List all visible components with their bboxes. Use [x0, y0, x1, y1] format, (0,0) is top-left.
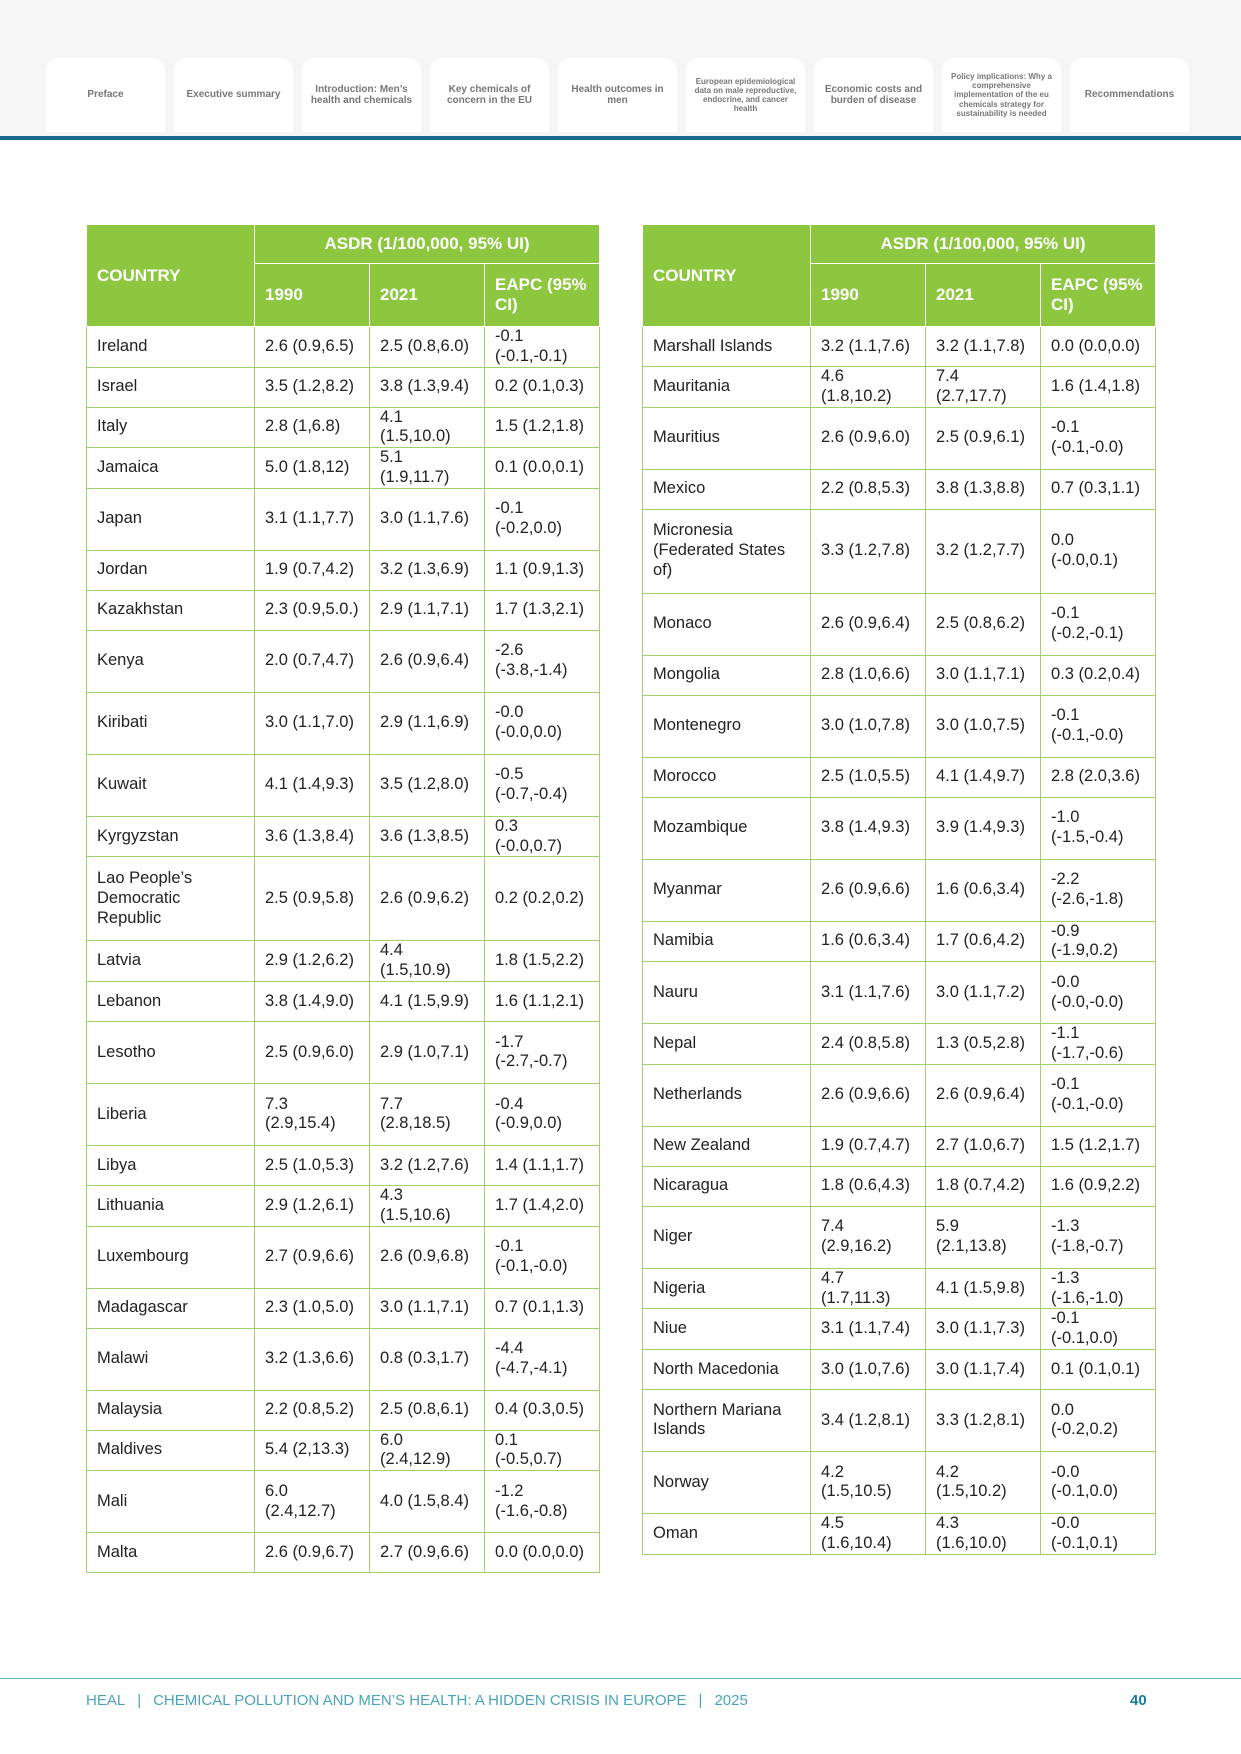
asdr-2021-cell: 7.4 (2.7,17.7) — [926, 367, 1041, 408]
table-row — [643, 1451, 1156, 1513]
table-row — [643, 1166, 1156, 1206]
asdr-header: ASDR (1/100,000, 95% UI) — [255, 225, 600, 264]
asdr-1990-cell: 3.8 (1.4,9.0) — [255, 981, 370, 1021]
country-cell: Nauru — [643, 962, 811, 1024]
country-cell: Japan — [87, 488, 255, 550]
asdr-2021-cell: 2.6 (0.9,6.2) — [370, 857, 485, 941]
eapc-header: EAPC (95% CI) — [485, 264, 600, 327]
country-cell: Mexico — [643, 469, 811, 509]
table-row — [643, 695, 1156, 757]
country-cell: Marshall Islands — [643, 327, 811, 367]
eapc-cell: -0.1 (-0.1,-0.0) — [1041, 1064, 1156, 1126]
country-header: COUNTRY — [643, 225, 811, 327]
table-row — [643, 757, 1156, 797]
table-row — [87, 590, 600, 630]
country-cell: Mali — [87, 1471, 255, 1533]
asdr-1990-cell: 5.4 (2,13.3) — [255, 1430, 370, 1471]
asdr-2021-cell: 3.3 (1.2,8.1) — [926, 1389, 1041, 1451]
country-cell: Malaysia — [87, 1390, 255, 1430]
table-row — [87, 448, 600, 489]
asdr-2021-cell: 2.9 (1.1,6.9) — [370, 692, 485, 754]
year-1990-header: 1990 — [811, 264, 926, 327]
asdr-2021-cell: 3.0 (1.1,7.2) — [926, 962, 1041, 1024]
asdr-2021-cell: 2.5 (0.8,6.1) — [370, 1390, 485, 1430]
asdr-2021-cell: 3.0 (1.1,7.3) — [926, 1309, 1041, 1350]
eapc-cell: 1.5 (1.2,1.7) — [1041, 1126, 1156, 1166]
country-cell: Maldives — [87, 1430, 255, 1471]
asdr-2021-cell: 3.0 (1.1,7.6) — [370, 488, 485, 550]
asdr-1990-cell: 2.6 (0.9,6.6) — [811, 859, 926, 921]
table-row — [643, 407, 1156, 469]
country-cell: Malta — [87, 1533, 255, 1573]
asdr-2021-cell: 4.1 (1.5,10.0) — [370, 407, 485, 448]
eapc-cell: -0.1 (-0.1,-0.0) — [485, 1226, 600, 1288]
footer-year: 2025 — [714, 1692, 748, 1709]
year-2021-header: 2021 — [370, 264, 485, 327]
table-row — [643, 962, 1156, 1024]
tab-key-chemicals[interactable]: Key chemicals of concern in the EU — [430, 58, 549, 132]
asdr-2021-cell: 3.9 (1.4,9.3) — [926, 797, 1041, 859]
asdr-2021-cell: 2.6 (0.9,6.8) — [370, 1226, 485, 1288]
asdr-2021-cell: 4.4 (1.5,10.9) — [370, 941, 485, 982]
country-cell: Niue — [643, 1309, 811, 1350]
eapc-cell: 1.4 (1.1,1.7) — [485, 1145, 600, 1185]
eapc-cell: 0.4 (0.3,0.5) — [485, 1390, 600, 1430]
country-cell: Lithuania — [87, 1185, 255, 1226]
asdr-2021-cell: 3.5 (1.2,8.0) — [370, 754, 485, 816]
asdr-1990-cell: 2.6 (0.9,6.6) — [811, 1064, 926, 1126]
country-cell: North Macedonia — [643, 1349, 811, 1389]
table-row — [87, 1145, 600, 1185]
table-row — [87, 1390, 600, 1430]
country-cell: Netherlands — [643, 1064, 811, 1126]
asdr-1990-cell: 3.2 (1.1,7.6) — [811, 327, 926, 367]
table-row — [643, 1126, 1156, 1166]
table-row — [643, 1513, 1156, 1554]
table-row — [87, 1226, 600, 1288]
year-1990-header: 1990 — [255, 264, 370, 327]
asdr-2021-cell: 3.6 (1.3,8.5) — [370, 816, 485, 857]
asdr-1990-cell: 2.6 (0.9,6.0) — [811, 407, 926, 469]
asdr-1990-cell: 2.3 (0.9,5.0.) — [255, 590, 370, 630]
table-row — [643, 1206, 1156, 1268]
asdr-header: ASDR (1/100,000, 95% UI) — [811, 225, 1156, 264]
asdr-1990-cell: 2.9 (1.2,6.2) — [255, 941, 370, 982]
eapc-cell: -1.2 (-1.6,-0.8) — [485, 1471, 600, 1533]
country-cell: Jamaica — [87, 448, 255, 489]
country-cell: Monaco — [643, 593, 811, 655]
table-row — [643, 1064, 1156, 1126]
table-row — [87, 550, 600, 590]
eapc-cell: 1.7 (1.3,2.1) — [485, 590, 600, 630]
tab-preface[interactable]: Preface — [46, 58, 165, 132]
asdr-2021-cell: 2.5 (0.9,6.1) — [926, 407, 1041, 469]
top-navigation-bar — [0, 0, 1241, 140]
table-row — [643, 593, 1156, 655]
asdr-2021-cell: 2.6 (0.9,6.4) — [926, 1064, 1041, 1126]
country-cell: Kyrgyzstan — [87, 816, 255, 857]
eapc-cell: -2.2 (-2.6,-1.8) — [1041, 859, 1156, 921]
asdr-2021-cell: 4.3 (1.5,10.6) — [370, 1185, 485, 1226]
asdr-2021-cell: 1.3 (0.5,2.8) — [926, 1024, 1041, 1065]
eapc-cell: 0.3 (-0.0,0.7) — [485, 816, 600, 857]
country-cell: Madagascar — [87, 1288, 255, 1328]
asdr-2021-cell: 2.9 (1.0,7.1) — [370, 1021, 485, 1083]
asdr-1990-cell: 3.1 (1.1,7.4) — [811, 1309, 926, 1350]
country-cell: Kiribati — [87, 692, 255, 754]
table-row — [87, 327, 600, 368]
eapc-cell: 0.1 (-0.5,0.7) — [485, 1430, 600, 1471]
eapc-cell: -1.0 (-1.5,-0.4) — [1041, 797, 1156, 859]
asdr-1990-cell: 2.3 (1.0,5.0) — [255, 1288, 370, 1328]
asdr-1990-cell: 3.0 (1.1,7.0) — [255, 692, 370, 754]
country-cell: Luxembourg — [87, 1226, 255, 1288]
table-row — [643, 1309, 1156, 1350]
country-cell: Italy — [87, 407, 255, 448]
asdr-2021-cell: 1.8 (0.7,4.2) — [926, 1166, 1041, 1206]
country-cell: Myanmar — [643, 859, 811, 921]
eapc-cell: -0.1 (-0.1,-0.0) — [1041, 695, 1156, 757]
country-cell: Niger — [643, 1206, 811, 1268]
footer-divider — [0, 1678, 1241, 1679]
asdr-2021-cell: 2.5 (0.8,6.0) — [370, 327, 485, 368]
eapc-cell: 2.8 (2.0,3.6) — [1041, 757, 1156, 797]
asdr-2021-cell: 1.7 (0.6,4.2) — [926, 921, 1041, 962]
table-row — [87, 1533, 600, 1573]
table-row — [643, 1268, 1156, 1309]
eapc-cell: 0.2 (0.2,0.2) — [485, 857, 600, 941]
asdr-1990-cell: 4.7 (1.7,11.3) — [811, 1268, 926, 1309]
table-row — [87, 1471, 600, 1533]
asdr-2021-cell: 5.9 (2.1,13.8) — [926, 1206, 1041, 1268]
table-row — [87, 816, 600, 857]
eapc-cell: -0.1 (-0.2,0.0) — [485, 488, 600, 550]
eapc-cell: -0.0 (-0.0,0.0) — [485, 692, 600, 754]
country-cell: Namibia — [643, 921, 811, 962]
asdr-1990-cell: 1.8 (0.6,4.3) — [811, 1166, 926, 1206]
eapc-cell: 0.0 (0.0,0.0) — [1041, 327, 1156, 367]
table-row — [643, 921, 1156, 962]
table-row — [643, 655, 1156, 695]
table-row — [87, 1185, 600, 1226]
asdr-1990-cell: 1.6 (0.6,3.4) — [811, 921, 926, 962]
asdr-2021-cell: 3.2 (1.2,7.7) — [926, 509, 1041, 593]
table-row — [87, 754, 600, 816]
eapc-cell: 0.7 (0.1,1.3) — [485, 1288, 600, 1328]
asdr-2021-cell: 3.0 (1.0,7.5) — [926, 695, 1041, 757]
asdr-2021-cell: 0.8 (0.3,1.7) — [370, 1328, 485, 1390]
eapc-header: EAPC (95% CI) — [1041, 264, 1156, 327]
asdr-1990-cell: 2.5 (0.9,6.0) — [255, 1021, 370, 1083]
eapc-cell: -4.4 (-4.7,-4.1) — [485, 1328, 600, 1390]
footer: HEAL | CHEMICAL POLLUTION AND MEN’S HEALTH: A HIDDEN CRISIS IN EUROPE | 2025 — [86, 1692, 748, 1709]
asdr-1990-cell: 2.5 (1.0,5.5) — [811, 757, 926, 797]
eapc-cell: -0.1 (-0.1,0.0) — [1041, 1309, 1156, 1350]
asdr-2021-cell: 6.0 (2.4,12.9) — [370, 1430, 485, 1471]
country-cell: Lesotho — [87, 1021, 255, 1083]
country-cell: Latvia — [87, 941, 255, 982]
asdr-2021-cell: 2.9 (1.1,7.1) — [370, 590, 485, 630]
table-row — [643, 469, 1156, 509]
asdr-1990-cell: 2.7 (0.9,6.6) — [255, 1226, 370, 1288]
country-cell: Oman — [643, 1513, 811, 1554]
asdr-1990-cell: 4.5 (1.6,10.4) — [811, 1513, 926, 1554]
asdr-2021-cell: 4.3 (1.6,10.0) — [926, 1513, 1041, 1554]
table-row — [87, 367, 600, 407]
asdr-2021-cell: 2.6 (0.9,6.4) — [370, 630, 485, 692]
country-cell: Jordan — [87, 550, 255, 590]
asdr-1990-cell: 3.5 (1.2,8.2) — [255, 367, 370, 407]
asdr-1990-cell: 2.2 (0.8,5.2) — [255, 1390, 370, 1430]
country-cell: Mozambique — [643, 797, 811, 859]
table-row — [643, 1349, 1156, 1389]
asdr-1990-cell: 3.1 (1.1,7.7) — [255, 488, 370, 550]
table-row — [643, 1389, 1156, 1451]
asdr-1990-cell: 2.5 (0.9,5.8) — [255, 857, 370, 941]
country-header: COUNTRY — [87, 225, 255, 327]
tab-health-outcomes[interactable]: Health outcomes in men — [558, 58, 677, 132]
country-cell: Kazakhstan — [87, 590, 255, 630]
country-cell: Malawi — [87, 1328, 255, 1390]
country-cell: Mauritania — [643, 367, 811, 408]
asdr-2021-cell: 3.0 (1.1,7.4) — [926, 1349, 1041, 1389]
eapc-cell: 0.0 (0.0,0.0) — [485, 1533, 600, 1573]
eapc-cell: -0.9 (-1.9,0.2) — [1041, 921, 1156, 962]
country-cell: Mauritius — [643, 407, 811, 469]
asdr-2021-cell: 4.1 (1.5,9.8) — [926, 1268, 1041, 1309]
asdr-2021-cell: 3.8 (1.3,9.4) — [370, 367, 485, 407]
page-number: 40 — [1130, 1692, 1147, 1709]
country-cell: Nigeria — [643, 1268, 811, 1309]
country-cell: Kenya — [87, 630, 255, 692]
eapc-cell: -2.6 (-3.8,-1.4) — [485, 630, 600, 692]
asdr-1990-cell: 3.3 (1.2,7.8) — [811, 509, 926, 593]
table-row — [643, 509, 1156, 593]
eapc-cell: -1.1 (-1.7,-0.6) — [1041, 1024, 1156, 1065]
country-cell: New Zealand — [643, 1126, 811, 1166]
country-cell: Northern Mariana Islands — [643, 1389, 811, 1451]
tab-policy-implications[interactable]: Policy implications: Why a comprehensive implementation of the eu chemicals strategy for sustainability is needed — [942, 58, 1061, 132]
table-row — [643, 1024, 1156, 1065]
asdr-1990-cell: 3.6 (1.3,8.4) — [255, 816, 370, 857]
table-row — [87, 981, 600, 1021]
eapc-cell: -0.0 (-0.1,0.0) — [1041, 1451, 1156, 1513]
asdr-1990-cell: 7.4 (2.9,16.2) — [811, 1206, 926, 1268]
footer-title: CHEMICAL POLLUTION AND MEN’S HEALTH: A HIDDEN CRISIS IN EUROPE — [153, 1692, 687, 1709]
asdr-1990-cell: 2.2 (0.8,5.3) — [811, 469, 926, 509]
tab-epidemiological-data[interactable]: European epidemiological data on male reproductive, endocrine, and cancer health — [686, 58, 805, 132]
asdr-1990-cell: 2.0 (0.7,4.7) — [255, 630, 370, 692]
asdr-2021-cell: 4.0 (1.5,8.4) — [370, 1471, 485, 1533]
eapc-cell: 1.1 (0.9,1.3) — [485, 550, 600, 590]
asdr-1990-cell: 3.8 (1.4,9.3) — [811, 797, 926, 859]
asdr-table-right — [642, 224, 1156, 1555]
asdr-1990-cell: 3.0 (1.0,7.8) — [811, 695, 926, 757]
country-cell: Ireland — [87, 327, 255, 368]
country-cell: Nepal — [643, 1024, 811, 1065]
asdr-1990-cell: 2.5 (1.0,5.3) — [255, 1145, 370, 1185]
tab-introduction[interactable]: Introduction: Men’s health and chemicals — [302, 58, 421, 132]
eapc-cell: 1.6 (1.1,2.1) — [485, 981, 600, 1021]
section-tabs — [46, 58, 1189, 132]
table-row — [87, 692, 600, 754]
asdr-2021-cell: 2.7 (0.9,6.6) — [370, 1533, 485, 1573]
asdr-2021-cell: 3.2 (1.3,6.9) — [370, 550, 485, 590]
year-2021-header: 2021 — [926, 264, 1041, 327]
table-row — [87, 488, 600, 550]
eapc-cell: -0.0 (-0.1,0.1) — [1041, 1513, 1156, 1554]
table-row — [87, 941, 600, 982]
eapc-cell: -0.1 (-0.1,-0.0) — [1041, 407, 1156, 469]
table-row — [87, 1430, 600, 1471]
table-row — [87, 1288, 600, 1328]
asdr-1990-cell: 2.8 (1,6.8) — [255, 407, 370, 448]
asdr-1990-cell: 2.8 (1.0,6.6) — [811, 655, 926, 695]
asdr-2021-cell: 4.1 (1.5,9.9) — [370, 981, 485, 1021]
eapc-cell: 0.3 (0.2,0.4) — [1041, 655, 1156, 695]
asdr-table-left — [86, 224, 600, 1573]
country-cell: Lao People’s Democratic Republic — [87, 857, 255, 941]
eapc-cell: 1.6 (1.4,1.8) — [1041, 367, 1156, 408]
asdr-1990-cell: 2.9 (1.2,6.1) — [255, 1185, 370, 1226]
asdr-2021-cell: 4.1 (1.4,9.7) — [926, 757, 1041, 797]
eapc-cell: 1.6 (0.9,2.2) — [1041, 1166, 1156, 1206]
asdr-2021-cell: 3.2 (1.2,7.6) — [370, 1145, 485, 1185]
asdr-2021-cell: 4.2 (1.5,10.2) — [926, 1451, 1041, 1513]
eapc-cell: 1.8 (1.5,2.2) — [485, 941, 600, 982]
country-cell: Morocco — [643, 757, 811, 797]
table-row — [87, 407, 600, 448]
table-row — [643, 327, 1156, 367]
country-cell: Norway — [643, 1451, 811, 1513]
asdr-2021-cell: 3.0 (1.1,7.1) — [926, 655, 1041, 695]
asdr-1990-cell: 3.2 (1.3,6.6) — [255, 1328, 370, 1390]
eapc-cell: 1.7 (1.4,2.0) — [485, 1185, 600, 1226]
table-row — [87, 857, 600, 941]
asdr-1990-cell: 6.0 (2.4,12.7) — [255, 1471, 370, 1533]
country-cell: Montenegro — [643, 695, 811, 757]
asdr-1990-cell: 2.4 (0.8,5.8) — [811, 1024, 926, 1065]
table-row — [87, 630, 600, 692]
country-cell: Mongolia — [643, 655, 811, 695]
asdr-1990-cell: 3.1 (1.1,7.6) — [811, 962, 926, 1024]
table-row — [643, 367, 1156, 408]
table-body-left — [87, 327, 600, 1573]
eapc-cell: 0.2 (0.1,0.3) — [485, 367, 600, 407]
asdr-1990-cell: 2.6 (0.9,6.7) — [255, 1533, 370, 1573]
eapc-cell: 0.1 (0.0,0.1) — [485, 448, 600, 489]
asdr-2021-cell: 1.6 (0.6,3.4) — [926, 859, 1041, 921]
country-cell: Libya — [87, 1145, 255, 1185]
eapc-cell: -1.3 (-1.8,-0.7) — [1041, 1206, 1156, 1268]
country-cell: Kuwait — [87, 754, 255, 816]
asdr-1990-cell: 2.6 (0.9,6.5) — [255, 327, 370, 368]
table-row — [87, 1021, 600, 1083]
eapc-cell: 0.0 (-0.2,0.2) — [1041, 1389, 1156, 1451]
asdr-1990-cell: 4.1 (1.4,9.3) — [255, 754, 370, 816]
table-row — [643, 859, 1156, 921]
country-cell: Liberia — [87, 1083, 255, 1145]
table-row — [87, 1083, 600, 1145]
asdr-2021-cell: 5.1 (1.9,11.7) — [370, 448, 485, 489]
asdr-2021-cell: 2.5 (0.8,6.2) — [926, 593, 1041, 655]
table-row — [87, 1328, 600, 1390]
footer-org: HEAL — [86, 1692, 126, 1709]
eapc-cell: -1.3 (-1.6,-1.0) — [1041, 1268, 1156, 1309]
tab-economic-costs[interactable]: Economic costs and burden of disease — [814, 58, 933, 132]
asdr-1990-cell: 1.9 (0.7,4.2) — [255, 550, 370, 590]
eapc-cell: -0.1 (-0.2,-0.1) — [1041, 593, 1156, 655]
eapc-cell: 0.0 (-0.0,0.1) — [1041, 509, 1156, 593]
asdr-2021-cell: 3.8 (1.3,8.8) — [926, 469, 1041, 509]
asdr-2021-cell: 7.7 (2.8,18.5) — [370, 1083, 485, 1145]
asdr-1990-cell: 7.3 (2.9,15.4) — [255, 1083, 370, 1145]
table-row — [643, 797, 1156, 859]
asdr-1990-cell: 3.0 (1.0,7.6) — [811, 1349, 926, 1389]
country-cell: Micronesia (Federated States of) — [643, 509, 811, 593]
eapc-cell: -0.4 (-0.9,0.0) — [485, 1083, 600, 1145]
asdr-1990-cell: 4.6 (1.8,10.2) — [811, 367, 926, 408]
eapc-cell: -1.7 (-2.7,-0.7) — [485, 1021, 600, 1083]
asdr-1990-cell: 1.9 (0.7,4.7) — [811, 1126, 926, 1166]
eapc-cell: 1.5 (1.2,1.8) — [485, 407, 600, 448]
asdr-1990-cell: 2.6 (0.9,6.4) — [811, 593, 926, 655]
asdr-2021-cell: 3.0 (1.1,7.1) — [370, 1288, 485, 1328]
tab-executive-summary[interactable]: Executive summary — [174, 58, 293, 132]
tab-recommendations[interactable]: Recommendations — [1070, 58, 1189, 132]
eapc-cell: -0.5 (-0.7,-0.4) — [485, 754, 600, 816]
asdr-2021-cell: 2.7 (1.0,6.7) — [926, 1126, 1041, 1166]
eapc-cell: -0.0 (-0.0,-0.0) — [1041, 962, 1156, 1024]
country-cell: Lebanon — [87, 981, 255, 1021]
eapc-cell: 0.1 (0.1,0.1) — [1041, 1349, 1156, 1389]
eapc-cell: 0.7 (0.3,1.1) — [1041, 469, 1156, 509]
country-cell: Nicaragua — [643, 1166, 811, 1206]
eapc-cell: -0.1 (-0.1,-0.1) — [485, 327, 600, 368]
country-cell: Israel — [87, 367, 255, 407]
asdr-1990-cell: 5.0 (1.8,12) — [255, 448, 370, 489]
table-body-right — [643, 327, 1156, 1555]
asdr-1990-cell: 4.2 (1.5,10.5) — [811, 1451, 926, 1513]
asdr-2021-cell: 3.2 (1.1,7.8) — [926, 327, 1041, 367]
asdr-1990-cell: 3.4 (1.2,8.1) — [811, 1389, 926, 1451]
